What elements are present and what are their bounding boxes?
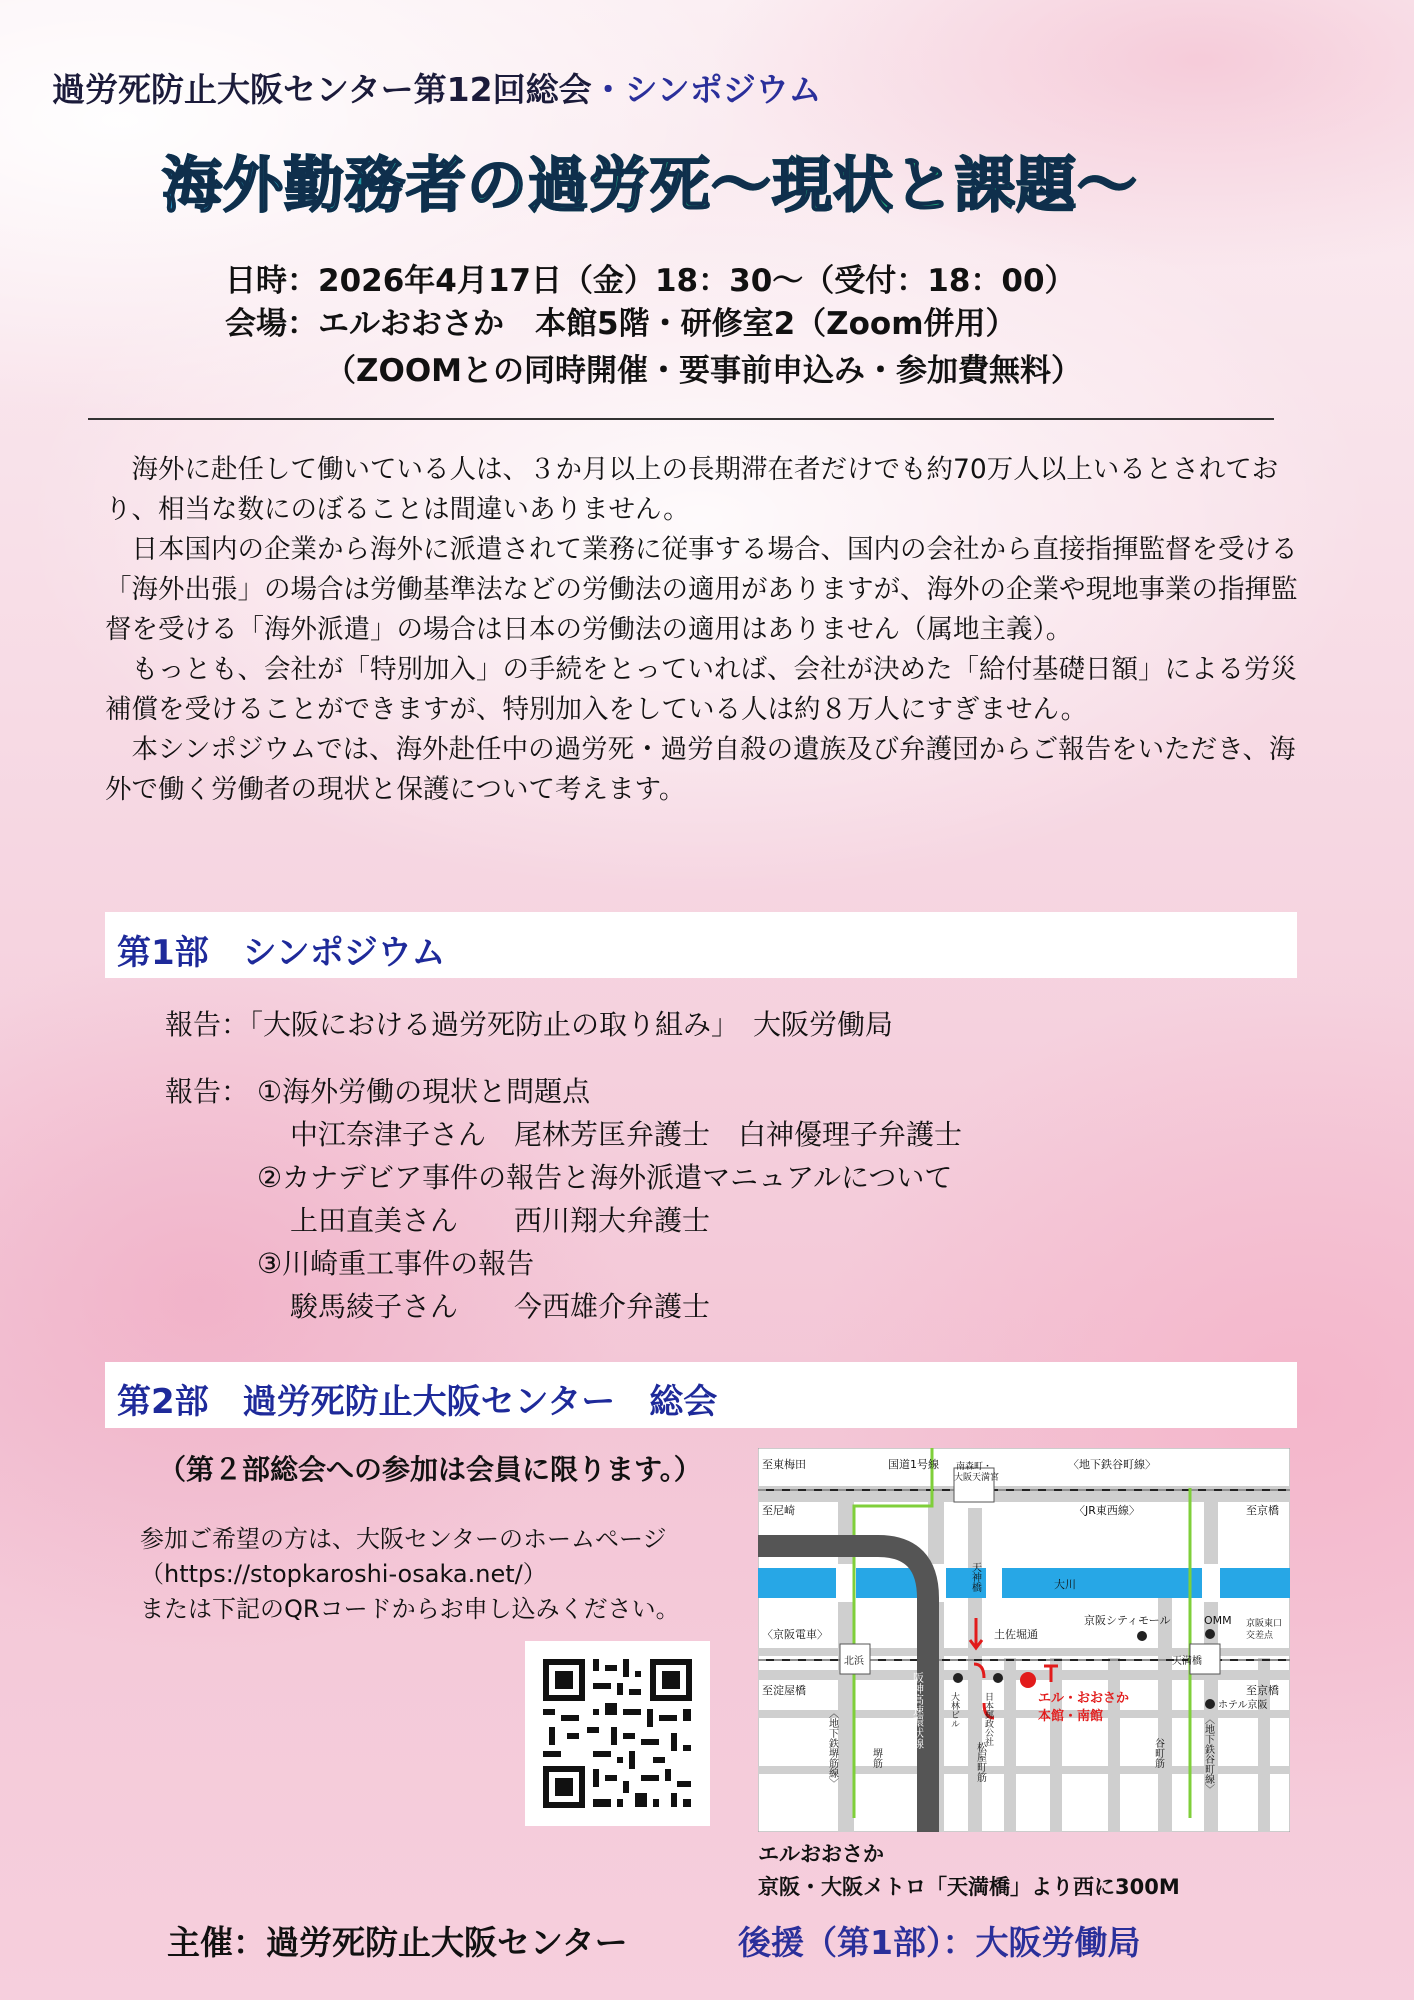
sponsor-organization: 後援（第1部）：大阪労働局	[738, 1923, 1141, 1962]
map-label-destination: エル・おおさか	[1038, 1691, 1130, 1706]
map-label: 日本郵政公社	[983, 1692, 993, 1746]
map-label: 南森町・	[956, 1462, 993, 1472]
map-label: 天神橋	[969, 1562, 981, 1592]
intro-paragraph: もっとも、会社が「特別加入」の手続をとっていれば、会社が決めた「給付基礎日額」による労災補償を受けることができますが、特別加入をしている人は約８万人にすぎません。	[105, 654, 1297, 725]
map-label: 京阪シティモール	[1084, 1614, 1171, 1627]
map-caption-directions: 京阪・大阪メトロ「天満橋」より西に300M	[758, 1875, 1180, 1899]
intro-paragraph: 日本国内の企業から海外に派遣されて業務に従事する場合、国内の会社から直接指揮監督を受ける「海外出張」の場合は労働基準法などの労働法の適用がありますが、海外の企業や現地事業の指揮監督を受ける「海外派遣」の場合は日本の労働法の適用はありません（属地主義）。	[105, 534, 1298, 645]
report-item-2-speakers: 上田直美さん 西川翔大弁護士	[290, 1204, 711, 1237]
apply-instructions	[140, 1522, 680, 1627]
map-caption-venue: エルおおさか	[758, 1842, 884, 1866]
report-item-1-title: ①海外労働の現状と問題点	[257, 1075, 591, 1108]
map-label: 天満橋	[1172, 1656, 1202, 1667]
apply-line: または下記のQRコードからお申し込みください。	[140, 1595, 680, 1623]
report-item-3-title: ③川崎重工事件の報告	[257, 1247, 535, 1280]
apply-line: 参加ご希望の方は、大阪センターのホームページ	[140, 1525, 667, 1553]
report-2-label: 報告：	[165, 1075, 250, 1108]
map-label-destination: 本館・南館	[1038, 1709, 1104, 1724]
map-label: 大林ビル	[949, 1692, 959, 1728]
map-label: OMM	[1204, 1614, 1232, 1627]
map-label: 大阪天満宮	[954, 1473, 1000, 1483]
map-label: 谷町筋	[1152, 1738, 1164, 1768]
event-type: ・シンポジウム	[591, 70, 822, 109]
map-label: 堺筋	[870, 1748, 882, 1768]
qr-code[interactable]	[525, 1641, 710, 1826]
map-label: 至東梅田	[762, 1458, 806, 1471]
map-label: 土佐堀通	[994, 1628, 1038, 1641]
intro-text	[105, 450, 1305, 810]
map-label: 至淀屋橋	[762, 1684, 806, 1697]
map-label: 〈地下鉄谷町線〉	[1202, 1714, 1214, 1794]
map-label: 大川	[1054, 1578, 1076, 1591]
map-label: 阪神高速環状線	[911, 1672, 925, 1749]
map-label: ホテル京阪	[1218, 1700, 1268, 1711]
map-label: 至京橋	[1246, 1504, 1279, 1517]
access-map	[758, 1448, 1290, 1832]
event-date: 日時：2026年4月17日（金）18：30～（受付：18：00）	[225, 263, 1076, 299]
event-venue: 会場：エルおおさか 本館5階・研修室2（Zoom併用）	[225, 306, 1017, 342]
main-title: 海外勤務者の過労死～現状と課題～	[0, 138, 1300, 224]
members-only-note: （第２部総会への参加は会員に限ります。）	[158, 1453, 702, 1486]
organizer-header	[52, 64, 821, 111]
report-item-2-title: ②カナデビア事件の報告と海外派遣マニュアルについて	[257, 1161, 953, 1194]
map-label: 〈地下鉄谷町線〉	[1068, 1458, 1156, 1471]
access-map-graphic	[758, 1448, 1290, 1832]
map-label: 国道1号線	[888, 1458, 939, 1471]
qr-code-icon	[525, 1641, 710, 1826]
part1-heading: 第1部 シンポジウム	[117, 933, 446, 973]
report-1: 報告：「大阪における過労死防止の取り組み」 大阪労働局	[165, 1008, 894, 1041]
map-label: 〈京阪電車〉	[762, 1628, 828, 1641]
map-label: 〈地下鉄堺筋線〉	[826, 1708, 838, 1788]
map-label: 京阪東口	[1246, 1619, 1283, 1629]
intro-paragraph: 本シンポジウムでは、海外赴任中の過労死・過労自殺の遺族及び弁護団からご報告をいただき、海外で働く労働者の現状と保護について考えます。	[105, 734, 1296, 805]
map-label: 至京橋	[1246, 1684, 1279, 1697]
homepage-url[interactable]: （https://stopkaroshi-osaka.net/）	[140, 1560, 547, 1588]
map-label: 北浜	[844, 1656, 864, 1667]
map-label: 〈JR東西線〉	[1074, 1504, 1140, 1517]
intro-paragraph: 海外に赴任して働いている人は、３か月以上の長期滞在者だけでも約70万人以上いるとされており、相当な数にのぼることは間違いありません。	[105, 454, 1279, 525]
report-item-3-speakers: 駿馬綾子さん 今西雄介弁護士	[290, 1290, 711, 1323]
map-label: 交差点	[1246, 1631, 1274, 1641]
host-organization: 主催：過労死防止大阪センター	[167, 1923, 628, 1962]
map-caption	[758, 1838, 1180, 1904]
organizer-name: 過労死防止大阪センター第12回総会	[52, 70, 592, 109]
event-note: （ZOOMとの同時開催・要事前申込み・参加費無料）	[325, 353, 1083, 389]
map-label: 至尼崎	[762, 1504, 795, 1517]
divider	[88, 418, 1274, 420]
part2-heading: 第2部 過労死防止大阪センター 総会	[117, 1382, 718, 1422]
report-item-1-speakers: 中江奈津子さん 尾林芳匡弁護士 白神優理子弁護士	[290, 1118, 963, 1151]
map-label: 松屋町筋	[974, 1742, 986, 1782]
